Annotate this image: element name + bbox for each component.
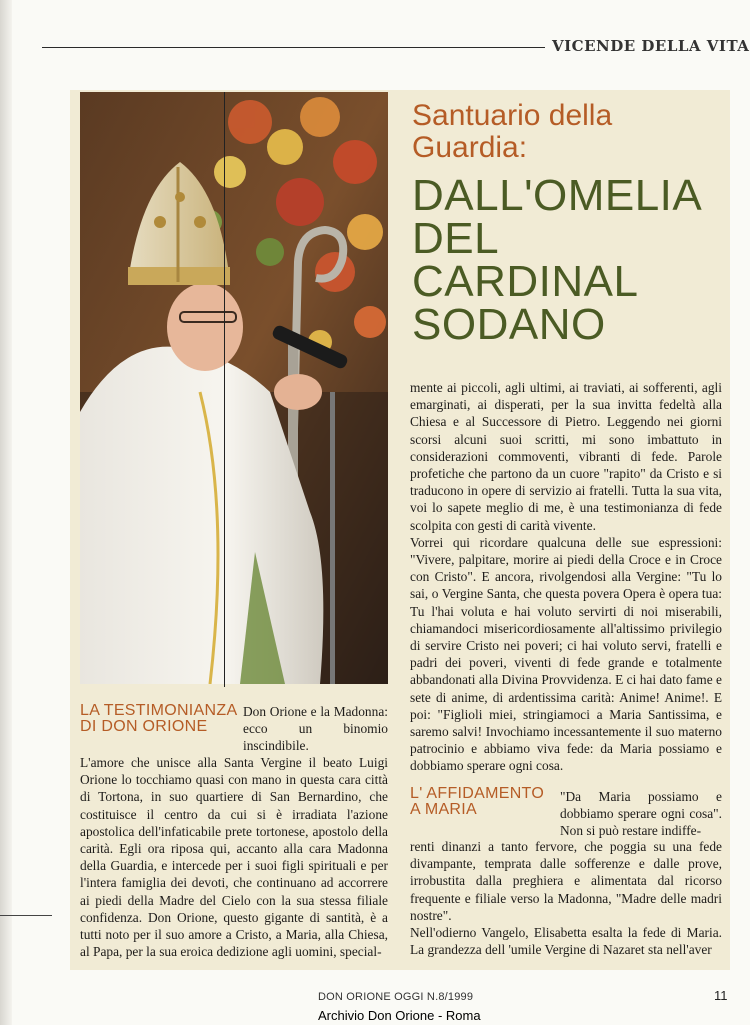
page-number: 11 [714,988,728,1003]
section-label: VICENDE DELLA VITA [552,37,750,55]
photo-divider-line [224,92,225,687]
cardinal-photo [80,92,388,684]
article-headline [412,171,722,349]
headline-line: DALL'OMELIA [412,171,703,220]
footer-publication: DON ORIONE OGGI N.8/1999 [318,991,474,1003]
margin-rule [0,915,52,916]
header-rule [42,47,545,48]
left-column-body: L'amore che unisce alla Santa Vergine il beato Luigi Orione lo tocchiamo quasi con mano in questa cara città di Tortona, in suo quartiere di San Bernardino, che costituisce il centro da cui si è irradiata l'azione apostolica dell'infaticabile prete tortonese, apostolo della carità. Egli ora riposa qui, accanto alla cara Madonna della Guardia, e intercede per i suoi figli spirituali e per l'intera famiglia dei devoti, che continuano ad accorrere ai piedi della Madre del Cielo con la sua stessa filiale confidenza. Don Orione, questo gigante di santità, è a tutti noto per il suo amore a Cristo, a Maria, alla Chiesa, al Papa, per la sua eroica dedizione agli uomini, special- [80,755,388,960]
body-paragraph: Nell'odierno Vangelo, Elisabetta esalta la fede di Maria. La grandezza dell 'umile Vergine di Nazaret sta nell'aver [410,925,722,958]
subhead-testimonianza: LA TESTIMONIANZA DI DON ORIONE [80,702,237,735]
headline-line: CARDINAL [412,257,639,306]
body-paragraph: Vorrei qui ricordare qualcuna delle sue espressioni: "Vivere, palpitare, morire ai piedi della Croce e in Croce con Cristo". E ancora, rivolgendosi alla Vergine: "Tu lo sai, o Vergine Santa, che questa povera Opera è opera tua: Tu l'hai voluta e hai voluto servirti di noi miserabili, chiamandoci misericordiosamente all'altissimo privilegio di servire Cristo nei poveri; ci hai voluto servi, fratelli e padri dei poveri, viventi di fede grande e totalmente abbandonati alla Divina Provvidenza. E ci hai dato fame e sete di anime, di ardentissima carità: Anime! Anime!. E poi: "Figlioli miei, stringiamoci a Maria Santissima, e saremo salvi! Invochiamo incessantemente il suo materno patrocinio e abbiamo viva fede: da Maria possiamo e dobbiamo sperare ogni cosa. [410,534,722,774]
article-kicker: Santuario della Guardia: [412,99,613,164]
subhead-affidamento: L' AFFIDAMENTO A MARIA [410,785,545,818]
lede-testimonianza: Don Orione e la Madonna: ecco un binomio inscindibile. [243,704,388,754]
headline-line: DEL [412,214,500,263]
right-column-top [410,379,722,775]
title-block [412,99,722,349]
archive-watermark: Archivio Don Orione - Roma [318,1008,481,1023]
body-paragraph: mente ai piccoli, agli ultimi, ai traviati, ai sofferenti, agli emarginati, ai disperati, per la sua invitta fedeltà alla Chiesa e al Successore di Pietro. Leggendo nei giorni scorsi alcuni suoi scritti, mi sono imbattuto in considerazioni commoventi, vibranti di fede. Parole profetiche che partono da un cuore "rapito" da Cristo e si traducono in opere di servizio ai fratelli. Tutta la sua vita, voi lo sapete meglio di me, è una testimonianza di fede scolpita con gesti di carità vivente. [410,380,722,533]
body-paragraph: renti dinanzi a tanto fervore, che poggia su una fede divampante, temprata dalle sofferenze e dalle prove, irrobustita dalla preghiera e alimentata dal ricorso frequente e filiale verso la Madonna, "Madre delle madri nostre". [410,839,722,923]
lede-affidamento: "Da Maria possiamo e dobbiamo sperare ogni cosa". Non si può restare indiffe- [560,789,722,839]
page-spine-shadow [0,0,12,1025]
headline-line: SODANO [412,300,606,349]
right-column-body [410,838,722,958]
